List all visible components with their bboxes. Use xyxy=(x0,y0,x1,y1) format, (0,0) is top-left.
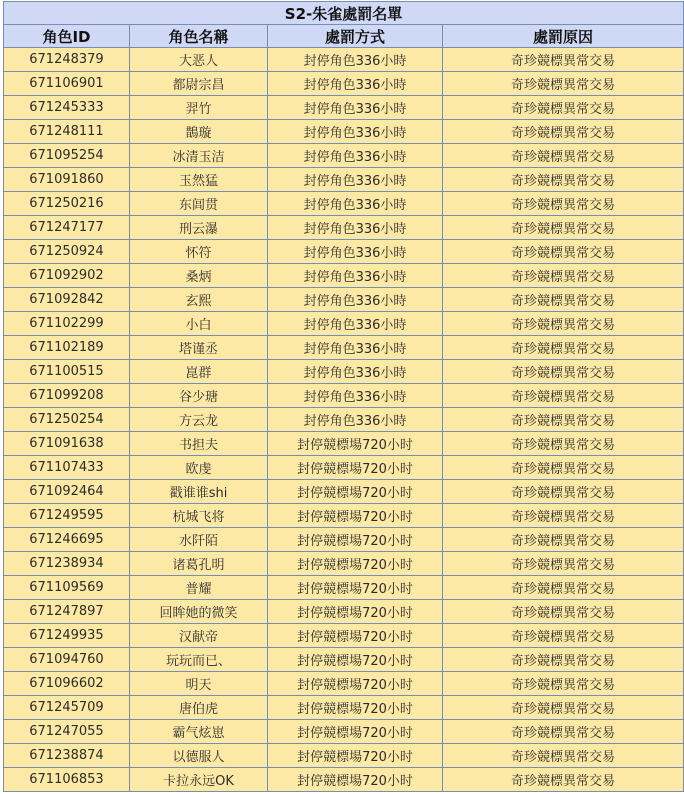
reason-cell: 奇珍競標異常交易 xyxy=(443,120,684,144)
penalty-cell: 封停角色336小時 xyxy=(268,384,443,408)
role-id-cell: 671249935 xyxy=(4,624,130,648)
reason-cell: 奇珍競標異常交易 xyxy=(443,648,684,672)
table-body xyxy=(4,48,684,792)
penalty-cell: 封停角色336小時 xyxy=(268,360,443,384)
table-row xyxy=(4,48,684,72)
role-id-cell: 671099208 xyxy=(4,384,130,408)
penalty-cell: 封停角色336小時 xyxy=(268,120,443,144)
role-id-cell: 671247177 xyxy=(4,216,130,240)
role-name-cell: 鵲璇 xyxy=(130,120,268,144)
penalty-cell: 封停角色336小時 xyxy=(268,264,443,288)
table-row xyxy=(4,384,684,408)
role-name-cell: 汉献帝 xyxy=(130,624,268,648)
reason-cell: 奇珍競標異常交易 xyxy=(443,720,684,744)
table-row xyxy=(4,504,684,528)
table-row xyxy=(4,216,684,240)
table-row xyxy=(4,264,684,288)
role-id-cell: 671107433 xyxy=(4,456,130,480)
penalty-cell: 封停角色336小時 xyxy=(268,408,443,432)
reason-cell: 奇珍競標異常交易 xyxy=(443,216,684,240)
role-name-cell: 玄熙 xyxy=(130,288,268,312)
role-id-cell: 671250216 xyxy=(4,192,130,216)
penalty-cell: 封停競標場720小时 xyxy=(268,624,443,648)
reason-cell: 奇珍競標異常交易 xyxy=(443,768,684,792)
penalty-cell: 封停角色336小時 xyxy=(268,336,443,360)
reason-cell: 奇珍競標異常交易 xyxy=(443,624,684,648)
reason-cell: 奇珍競標異常交易 xyxy=(443,456,684,480)
table-row xyxy=(4,768,684,792)
table-row xyxy=(4,576,684,600)
reason-cell: 奇珍競標異常交易 xyxy=(443,144,684,168)
table-row xyxy=(4,456,684,480)
penalty-cell: 封停競標場720小时 xyxy=(268,696,443,720)
penalty-cell: 封停競標場720小时 xyxy=(268,432,443,456)
role-id-cell: 671249595 xyxy=(4,504,130,528)
reason-cell: 奇珍競標異常交易 xyxy=(443,600,684,624)
role-name-cell: 都尉宗昌 xyxy=(130,72,268,96)
reason-cell: 奇珍競標異常交易 xyxy=(443,168,684,192)
table-row xyxy=(4,696,684,720)
role-id-cell: 671092464 xyxy=(4,480,130,504)
penalty-cell: 封停角色336小時 xyxy=(268,168,443,192)
table-row xyxy=(4,624,684,648)
role-name-cell: 冰清玉洁 xyxy=(130,144,268,168)
table-row xyxy=(4,144,684,168)
column-header-penalty: 處罰方式 xyxy=(268,25,443,48)
penalty-cell: 封停角色336小時 xyxy=(268,192,443,216)
table-row xyxy=(4,552,684,576)
role-id-cell: 671102189 xyxy=(4,336,130,360)
penalty-cell: 封停競標場720小时 xyxy=(268,768,443,792)
table-row xyxy=(4,336,684,360)
role-id-cell: 671092902 xyxy=(4,264,130,288)
role-id-cell: 671106853 xyxy=(4,768,130,792)
reason-cell: 奇珍競標異常交易 xyxy=(443,384,684,408)
reason-cell: 奇珍競標異常交易 xyxy=(443,672,684,696)
penalty-cell: 封停角色336小時 xyxy=(268,216,443,240)
table-row xyxy=(4,120,684,144)
role-name-cell: 桑炳 xyxy=(130,264,268,288)
role-id-cell: 671245333 xyxy=(4,96,130,120)
penalty-cell: 封停競標場720小时 xyxy=(268,648,443,672)
role-id-cell: 671102299 xyxy=(4,312,130,336)
role-id-cell: 671095254 xyxy=(4,144,130,168)
penalty-cell: 封停角色336小時 xyxy=(268,288,443,312)
penalty-cell: 封停競標場720小时 xyxy=(268,504,443,528)
table-row xyxy=(4,96,684,120)
table-row xyxy=(4,192,684,216)
role-id-cell: 671250254 xyxy=(4,408,130,432)
reason-cell: 奇珍競標異常交易 xyxy=(443,360,684,384)
reason-cell: 奇珍競標異常交易 xyxy=(443,504,684,528)
table-row xyxy=(4,408,684,432)
role-id-cell: 671246695 xyxy=(4,528,130,552)
reason-cell: 奇珍競標異常交易 xyxy=(443,336,684,360)
table-row xyxy=(4,432,684,456)
role-name-cell: 大恶人 xyxy=(130,48,268,72)
table-row xyxy=(4,480,684,504)
table-row xyxy=(4,360,684,384)
role-name-cell: 戳谁谁shi xyxy=(130,480,268,504)
role-name-cell: 欧虔 xyxy=(130,456,268,480)
table-row xyxy=(4,240,684,264)
role-name-cell: 杭城飞将 xyxy=(130,504,268,528)
role-name-cell: 羿竹 xyxy=(130,96,268,120)
reason-cell: 奇珍競標異常交易 xyxy=(443,480,684,504)
penalty-cell: 封停競標場720小时 xyxy=(268,528,443,552)
role-id-cell: 671100515 xyxy=(4,360,130,384)
penalty-cell: 封停角色336小時 xyxy=(268,240,443,264)
role-id-cell: 671092842 xyxy=(4,288,130,312)
role-name-cell: 霸气炫崽 xyxy=(130,720,268,744)
reason-cell: 奇珍競標異常交易 xyxy=(443,312,684,336)
reason-cell: 奇珍競標異常交易 xyxy=(443,288,684,312)
reason-cell: 奇珍競標異常交易 xyxy=(443,240,684,264)
reason-cell: 奇珍競標異常交易 xyxy=(443,432,684,456)
role-name-cell: 诸葛孔明 xyxy=(130,552,268,576)
reason-cell: 奇珍競標異常交易 xyxy=(443,552,684,576)
table-row xyxy=(4,744,684,768)
role-name-cell: 明天 xyxy=(130,672,268,696)
penalty-cell: 封停角色336小時 xyxy=(268,48,443,72)
role-id-cell: 671245709 xyxy=(4,696,130,720)
reason-cell: 奇珍競標異常交易 xyxy=(443,192,684,216)
penalty-cell: 封停競標場720小时 xyxy=(268,672,443,696)
column-header-role-id: 角色ID xyxy=(4,25,130,48)
penalty-cell: 封停角色336小時 xyxy=(268,312,443,336)
penalty-cell: 封停競標場720小时 xyxy=(268,576,443,600)
table-row xyxy=(4,720,684,744)
table-row xyxy=(4,168,684,192)
penalty-cell: 封停競標場720小时 xyxy=(268,720,443,744)
reason-cell: 奇珍競標異常交易 xyxy=(443,96,684,120)
reason-cell: 奇珍競標異常交易 xyxy=(443,408,684,432)
role-id-cell: 671238934 xyxy=(4,552,130,576)
role-id-cell: 671109569 xyxy=(4,576,130,600)
role-id-cell: 671091860 xyxy=(4,168,130,192)
reason-cell: 奇珍競標異常交易 xyxy=(443,72,684,96)
reason-cell: 奇珍競標異常交易 xyxy=(443,576,684,600)
title-row xyxy=(4,2,684,25)
role-name-cell: 东闾贯 xyxy=(130,192,268,216)
penalty-cell: 封停競標場720小时 xyxy=(268,480,443,504)
reason-cell: 奇珍競標異常交易 xyxy=(443,264,684,288)
penalty-cell: 封停角色336小時 xyxy=(268,72,443,96)
role-name-cell: 小白 xyxy=(130,312,268,336)
role-name-cell: 唐伯虎 xyxy=(130,696,268,720)
role-name-cell: 怀符 xyxy=(130,240,268,264)
penalty-cell: 封停競標場720小时 xyxy=(268,600,443,624)
role-name-cell: 书担夫 xyxy=(130,432,268,456)
role-name-cell: 塔谨丞 xyxy=(130,336,268,360)
role-id-cell: 671247897 xyxy=(4,600,130,624)
role-id-cell: 671091638 xyxy=(4,432,130,456)
penalty-cell: 封停角色336小時 xyxy=(268,144,443,168)
role-name-cell: 普耀 xyxy=(130,576,268,600)
punishment-table xyxy=(3,1,684,792)
role-id-cell: 671238874 xyxy=(4,744,130,768)
role-name-cell: 水阡陌 xyxy=(130,528,268,552)
penalty-cell: 封停競標場720小时 xyxy=(268,552,443,576)
role-id-cell: 671248111 xyxy=(4,120,130,144)
penalty-cell: 封停競標場720小时 xyxy=(268,744,443,768)
role-name-cell: 谷少瑭 xyxy=(130,384,268,408)
role-id-cell: 671106901 xyxy=(4,72,130,96)
table-row xyxy=(4,312,684,336)
header-row xyxy=(4,25,684,48)
role-id-cell: 671247055 xyxy=(4,720,130,744)
penalty-cell: 封停角色336小時 xyxy=(268,96,443,120)
table-row xyxy=(4,288,684,312)
role-name-cell: 方云龙 xyxy=(130,408,268,432)
role-name-cell: 玉然猛 xyxy=(130,168,268,192)
table-row xyxy=(4,528,684,552)
reason-cell: 奇珍競標異常交易 xyxy=(443,696,684,720)
column-header-role-name: 角色名稱 xyxy=(130,25,268,48)
table-row xyxy=(4,72,684,96)
column-header-reason: 處罰原因 xyxy=(443,25,684,48)
table-title: S2-朱雀處罰名單 xyxy=(4,2,684,25)
reason-cell: 奇珍競標異常交易 xyxy=(443,48,684,72)
reason-cell: 奇珍競標異常交易 xyxy=(443,528,684,552)
reason-cell: 奇珍競標異常交易 xyxy=(443,744,684,768)
table-row xyxy=(4,600,684,624)
role-id-cell: 671096602 xyxy=(4,672,130,696)
role-name-cell: 回眸她的微笑 xyxy=(130,600,268,624)
role-name-cell: 玩玩而已、 xyxy=(130,648,268,672)
table-row xyxy=(4,672,684,696)
role-name-cell: 崑群 xyxy=(130,360,268,384)
role-name-cell: 刑云瀑 xyxy=(130,216,268,240)
role-id-cell: 671248379 xyxy=(4,48,130,72)
role-name-cell: 卡拉永远OK xyxy=(130,768,268,792)
role-id-cell: 671094760 xyxy=(4,648,130,672)
penalty-cell: 封停競標場720小时 xyxy=(268,456,443,480)
role-name-cell: 以德服人 xyxy=(130,744,268,768)
table-row xyxy=(4,648,684,672)
role-id-cell: 671250924 xyxy=(4,240,130,264)
